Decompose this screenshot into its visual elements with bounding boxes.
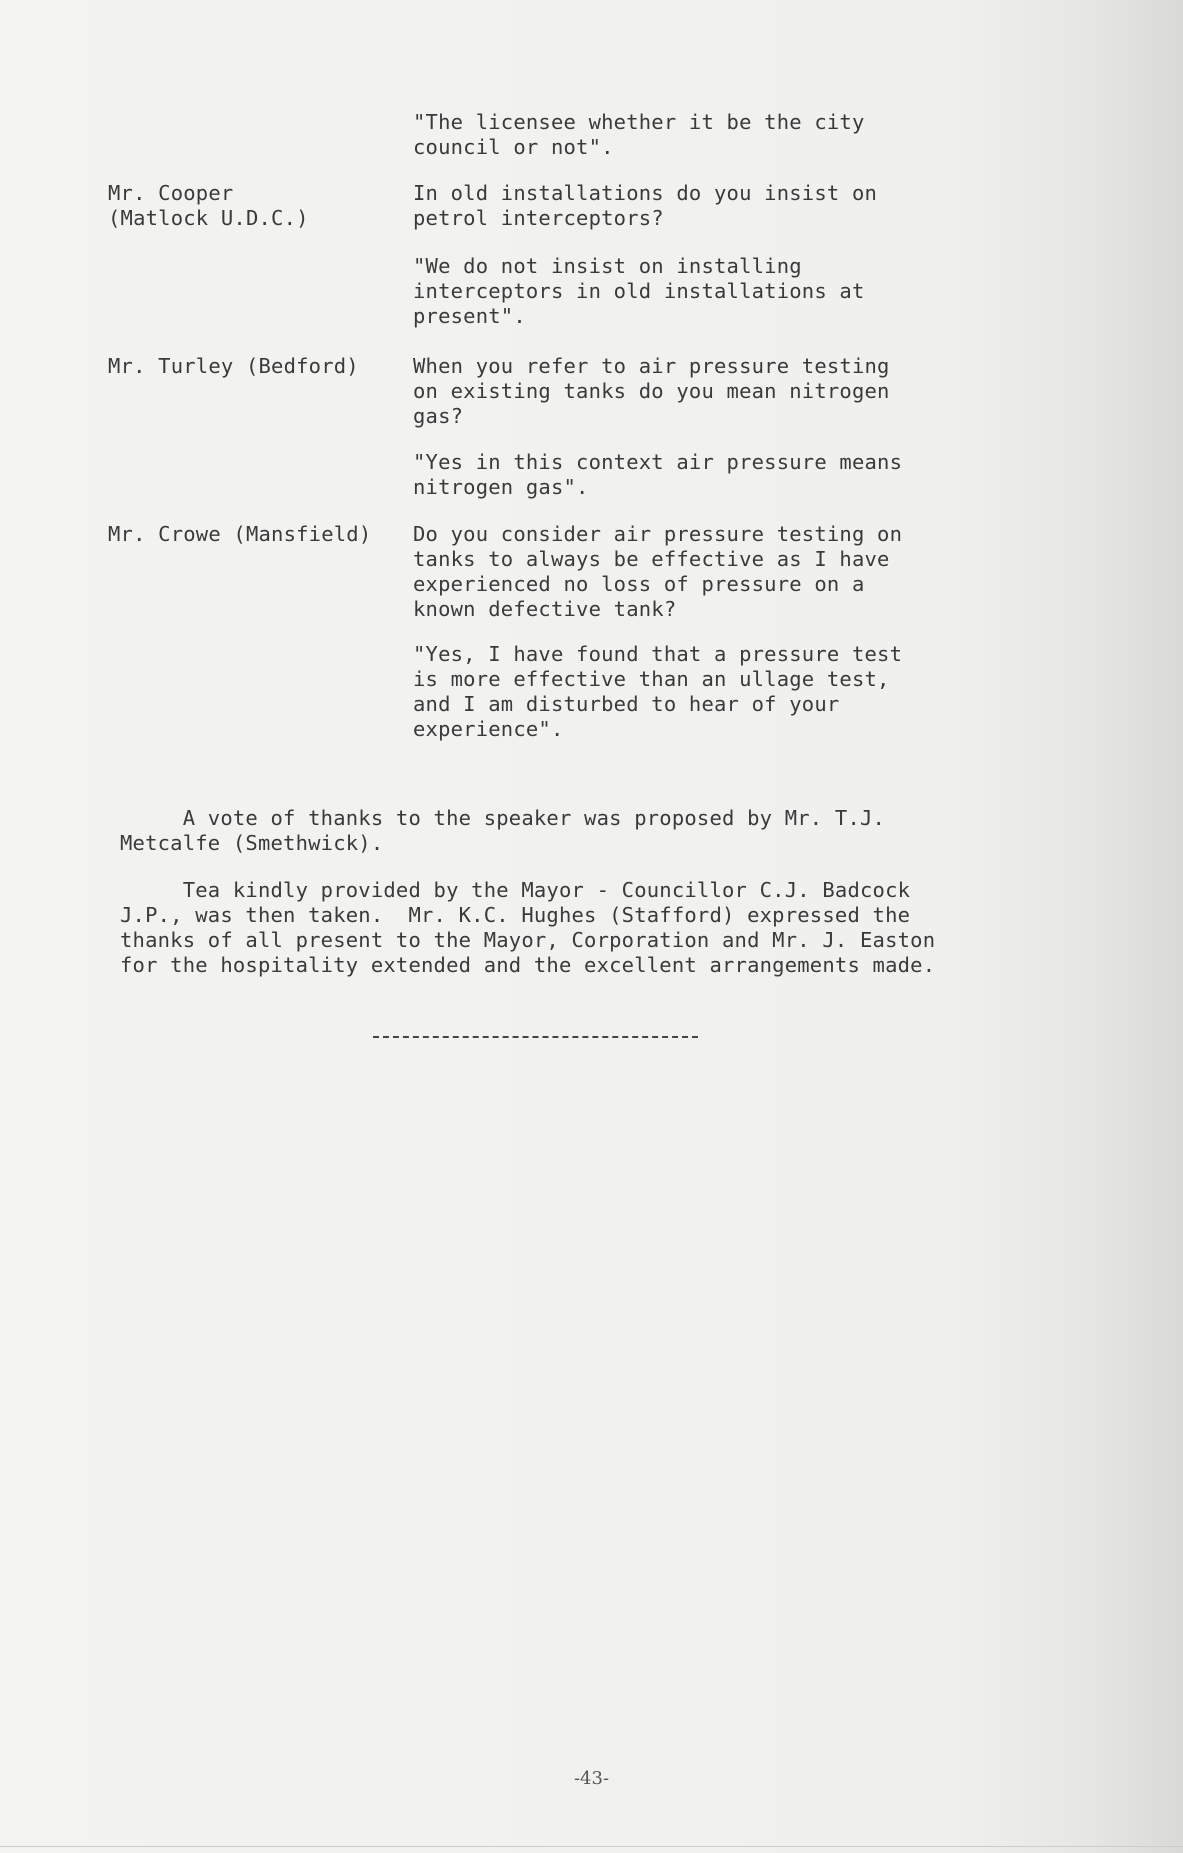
dashed-rule xyxy=(373,1036,698,1038)
speaker-label: Mr. Cooper (Matlock U.D.C.) xyxy=(108,181,309,230)
speaker-label: Mr. Crowe (Mansfield) xyxy=(108,522,372,546)
page-number: -43- xyxy=(573,1768,610,1789)
question-text: Do you consider air pressure testing on tanks to always be effective as I have experienced no loss of pressure on a known defective tank? xyxy=(413,522,903,621)
speaker-label: Mr. Turley (Bedford) xyxy=(108,354,359,378)
answer-text: "The licensee whether it be the city council or not". xyxy=(413,110,865,159)
closing-paragraph: Tea kindly provided by the Mayor - Councillor C.J. Badcock J.P., was then taken. Mr. K.C. Hughes (Stafford) expressed the thanks of all present to the Mayor, Corporation and Mr. J. Easton for the hospitality extended and the excellent arrangements made. xyxy=(120,878,936,977)
answer-text: "We do not insist on installing interceptors in old installations at present". xyxy=(413,254,865,328)
closing-paragraph: A vote of thanks to the speaker was proposed by Mr. T.J. Metcalfe (Smethwick). xyxy=(120,806,886,855)
question-text: When you refer to air pressure testing on existing tanks do you mean nitrogen gas? xyxy=(413,354,890,428)
question-text: In old installations do you insist on petrol interceptors? xyxy=(413,181,878,230)
answer-text: "Yes, I have found that a pressure test is more effective than an ullage test, and I am disturbed to hear of your experience". xyxy=(413,642,903,741)
page-edge-line xyxy=(0,1846,1183,1847)
answer-text: "Yes in this context air pressure means nitrogen gas". xyxy=(413,450,903,499)
